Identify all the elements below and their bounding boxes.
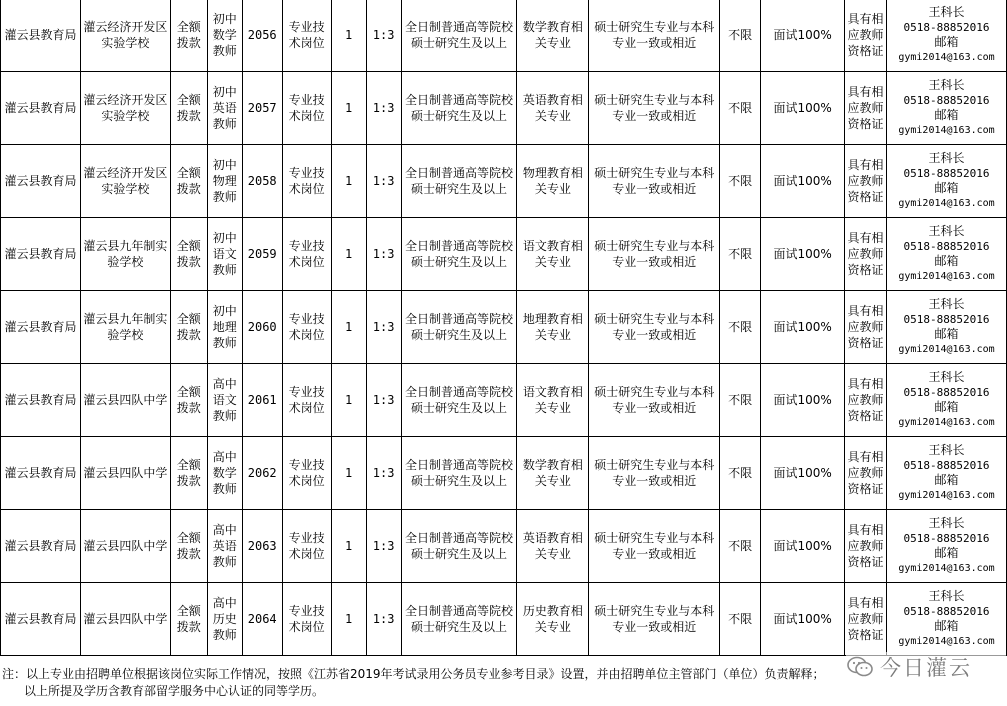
education-cell: 全日制普通高等院校硕士研究生及以上: [401, 0, 517, 72]
exam-cell: 面试100%: [761, 145, 845, 218]
other-requirement-cell: 硕士研究生专业与本科专业一致或相近: [589, 72, 720, 145]
contact-name: 王科长: [928, 370, 965, 384]
remark-cell: 具有相应教师资格证: [845, 291, 887, 364]
category-cell: 专业技术岗位: [282, 72, 331, 145]
contact-name: 王科长: [928, 443, 965, 457]
contact-email: gymi2014@163.com: [898, 125, 995, 136]
position-cell: 初中数学教师: [207, 0, 242, 72]
funding-cell: 全额拨款: [170, 437, 207, 510]
table-row: [1, 0, 1007, 72]
table-row: [1, 145, 1007, 218]
major-cell: 数学教育相关专业: [517, 0, 589, 72]
contact-cell: [887, 145, 1007, 218]
other-requirement-cell: 硕士研究生专业与本科专业一致或相近: [589, 437, 720, 510]
funding-cell: 全额拨款: [170, 291, 207, 364]
contact-cell: [887, 364, 1007, 437]
code-cell: 2060: [242, 291, 282, 364]
table-row: [1, 510, 1007, 583]
contact-name: 王科长: [928, 151, 965, 165]
education-cell: 全日制普通高等院校硕士研究生及以上: [401, 583, 517, 656]
contact-mail-label: 邮箱: [934, 181, 959, 195]
table-row: [1, 72, 1007, 145]
other-requirement-cell: 硕士研究生专业与本科专业一致或相近: [589, 145, 720, 218]
count-cell: 1: [331, 291, 366, 364]
limit-cell: 不限: [720, 72, 761, 145]
limit-cell: 不限: [720, 291, 761, 364]
contact-phone: 0518-88852016: [903, 167, 990, 180]
dept-cell: 灌云县教育局: [1, 0, 81, 72]
exam-cell: 面试100%: [761, 0, 845, 72]
contact-phone: 0518-88852016: [903, 532, 990, 545]
major-cell: 语文教育相关专业: [517, 218, 589, 291]
remark-cell: 具有相应教师资格证: [845, 364, 887, 437]
contact-name: 王科长: [928, 589, 965, 603]
contact-email: gymi2014@163.com: [898, 198, 995, 209]
dept-cell: 灌云县教育局: [1, 291, 81, 364]
unit-cell: 灌云县九年制实验学校: [80, 291, 170, 364]
remark-cell: 具有相应教师资格证: [845, 218, 887, 291]
contact-name: 王科长: [928, 297, 965, 311]
remark-cell: 具有相应教师资格证: [845, 510, 887, 583]
limit-cell: 不限: [720, 0, 761, 72]
code-cell: 2057: [242, 72, 282, 145]
code-cell: 2058: [242, 145, 282, 218]
table-row: [1, 291, 1007, 364]
education-cell: 全日制普通高等院校硕士研究生及以上: [401, 72, 517, 145]
funding-cell: 全额拨款: [170, 583, 207, 656]
position-cell: 高中英语教师: [207, 510, 242, 583]
remark-cell: 具有相应教师资格证: [845, 145, 887, 218]
code-cell: 2063: [242, 510, 282, 583]
position-cell: 高中语文教师: [207, 364, 242, 437]
unit-cell: 灌云县四队中学: [80, 510, 170, 583]
ratio-cell: 1:3: [366, 583, 401, 656]
position-cell: 初中语文教师: [207, 218, 242, 291]
watermark: [846, 652, 1006, 682]
count-cell: 1: [331, 218, 366, 291]
unit-cell: 灌云县四队中学: [80, 437, 170, 510]
contact-mail-label: 邮箱: [934, 546, 959, 560]
count-cell: 1: [331, 583, 366, 656]
contact-mail-label: 邮箱: [934, 254, 959, 268]
contact-cell: [887, 72, 1007, 145]
contact-email: gymi2014@163.com: [898, 490, 995, 501]
remark-cell: 具有相应教师资格证: [845, 583, 887, 656]
ratio-cell: 1:3: [366, 437, 401, 510]
education-cell: 全日制普通高等院校硕士研究生及以上: [401, 437, 517, 510]
unit-cell: 灌云县四队中学: [80, 364, 170, 437]
dept-cell: 灌云县教育局: [1, 437, 81, 510]
category-cell: 专业技术岗位: [282, 145, 331, 218]
major-cell: 英语教育相关专业: [517, 72, 589, 145]
exam-cell: 面试100%: [761, 364, 845, 437]
funding-cell: 全额拨款: [170, 510, 207, 583]
contact-cell: [887, 583, 1007, 656]
remark-cell: 具有相应教师资格证: [845, 0, 887, 72]
category-cell: 专业技术岗位: [282, 364, 331, 437]
count-cell: 1: [331, 145, 366, 218]
category-cell: 专业技术岗位: [282, 291, 331, 364]
funding-cell: 全额拨款: [170, 0, 207, 72]
position-cell: 高中数学教师: [207, 437, 242, 510]
contact-mail-label: 邮箱: [934, 35, 959, 49]
code-cell: 2062: [242, 437, 282, 510]
position-cell: 初中地理教师: [207, 291, 242, 364]
contact-phone: 0518-88852016: [903, 21, 990, 34]
contact-cell: [887, 218, 1007, 291]
dept-cell: 灌云县教育局: [1, 583, 81, 656]
table-row: [1, 437, 1007, 510]
other-requirement-cell: 硕士研究生专业与本科专业一致或相近: [589, 291, 720, 364]
footnote-line-1: 注：以上专业由招聘单位根据该岗位实际工作情况，按照《江苏省2019年考试录用公务员专业参考目录》设置，并由招聘单位主管部门（单位）负责解释；: [2, 667, 825, 681]
ratio-cell: 1:3: [366, 510, 401, 583]
major-cell: 历史教育相关专业: [517, 583, 589, 656]
funding-cell: 全额拨款: [170, 364, 207, 437]
ratio-cell: 1:3: [366, 145, 401, 218]
watermark-text: 今日灌云: [880, 656, 972, 680]
funding-cell: 全额拨款: [170, 218, 207, 291]
code-cell: 2064: [242, 583, 282, 656]
position-cell: 初中物理教师: [207, 145, 242, 218]
remark-cell: 具有相应教师资格证: [845, 72, 887, 145]
unit-cell: 灌云经济开发区实验学校: [80, 145, 170, 218]
exam-cell: 面试100%: [761, 218, 845, 291]
category-cell: 专业技术岗位: [282, 510, 331, 583]
major-cell: 数学教育相关专业: [517, 437, 589, 510]
contact-cell: [887, 291, 1007, 364]
contact-email: gymi2014@163.com: [898, 417, 995, 428]
contact-mail-label: 邮箱: [934, 327, 959, 341]
limit-cell: 不限: [720, 364, 761, 437]
contact-name: 王科长: [928, 5, 965, 19]
education-cell: 全日制普通高等院校硕士研究生及以上: [401, 218, 517, 291]
table-row: [1, 583, 1007, 656]
exam-cell: 面试100%: [761, 583, 845, 656]
funding-cell: 全额拨款: [170, 145, 207, 218]
contact-phone: 0518-88852016: [903, 605, 990, 618]
ratio-cell: 1:3: [366, 0, 401, 72]
education-cell: 全日制普通高等院校硕士研究生及以上: [401, 510, 517, 583]
other-requirement-cell: 硕士研究生专业与本科专业一致或相近: [589, 510, 720, 583]
dept-cell: 灌云县教育局: [1, 510, 81, 583]
major-cell: 英语教育相关专业: [517, 510, 589, 583]
contact-cell: [887, 510, 1007, 583]
remark-cell: 具有相应教师资格证: [845, 437, 887, 510]
contact-phone: 0518-88852016: [903, 459, 990, 472]
contact-email: gymi2014@163.com: [898, 344, 995, 355]
ratio-cell: 1:3: [366, 364, 401, 437]
contact-phone: 0518-88852016: [903, 386, 990, 399]
category-cell: 专业技术岗位: [282, 0, 331, 72]
other-requirement-cell: 硕士研究生专业与本科专业一致或相近: [589, 0, 720, 72]
other-requirement-cell: 硕士研究生专业与本科专业一致或相近: [589, 218, 720, 291]
contact-mail-label: 邮箱: [934, 619, 959, 633]
dept-cell: 灌云县教育局: [1, 145, 81, 218]
contact-email: gymi2014@163.com: [898, 563, 995, 574]
exam-cell: 面试100%: [761, 510, 845, 583]
code-cell: 2059: [242, 218, 282, 291]
contact-name: 王科长: [928, 78, 965, 92]
count-cell: 1: [331, 364, 366, 437]
other-requirement-cell: 硕士研究生专业与本科专业一致或相近: [589, 583, 720, 656]
ratio-cell: 1:3: [366, 291, 401, 364]
code-cell: 2061: [242, 364, 282, 437]
unit-cell: 灌云经济开发区实验学校: [80, 72, 170, 145]
exam-cell: 面试100%: [761, 72, 845, 145]
contact-name: 王科长: [928, 224, 965, 238]
category-cell: 专业技术岗位: [282, 583, 331, 656]
table-row: [1, 218, 1007, 291]
table-row: [1, 364, 1007, 437]
education-cell: 全日制普通高等院校硕士研究生及以上: [401, 291, 517, 364]
position-cell: 初中英语教师: [207, 72, 242, 145]
table-body: [1, 0, 1007, 656]
limit-cell: 不限: [720, 510, 761, 583]
position-cell: 高中历史教师: [207, 583, 242, 656]
exam-cell: 面试100%: [761, 437, 845, 510]
contact-mail-label: 邮箱: [934, 400, 959, 414]
dept-cell: 灌云县教育局: [1, 218, 81, 291]
ratio-cell: 1:3: [366, 72, 401, 145]
exam-cell: 面试100%: [761, 291, 845, 364]
ratio-cell: 1:3: [366, 218, 401, 291]
major-cell: 物理教育相关专业: [517, 145, 589, 218]
education-cell: 全日制普通高等院校硕士研究生及以上: [401, 364, 517, 437]
contact-email: gymi2014@163.com: [898, 52, 995, 63]
funding-cell: 全额拨款: [170, 72, 207, 145]
contact-name: 王科长: [928, 516, 965, 530]
contact-email: gymi2014@163.com: [898, 271, 995, 282]
education-cell: 全日制普通高等院校硕士研究生及以上: [401, 145, 517, 218]
footnote-line-2: 以上所提及学历含教育部留学服务中心认证的同等学历。: [24, 684, 325, 698]
count-cell: 1: [331, 0, 366, 72]
other-requirement-cell: 硕士研究生专业与本科专业一致或相近: [589, 364, 720, 437]
contact-phone: 0518-88852016: [903, 240, 990, 253]
contact-cell: [887, 437, 1007, 510]
category-cell: 专业技术岗位: [282, 437, 331, 510]
contact-mail-label: 邮箱: [934, 473, 959, 487]
count-cell: 1: [331, 437, 366, 510]
limit-cell: 不限: [720, 145, 761, 218]
category-cell: 专业技术岗位: [282, 218, 331, 291]
contact-phone: 0518-88852016: [903, 313, 990, 326]
dept-cell: 灌云县教育局: [1, 72, 81, 145]
unit-cell: 灌云县九年制实验学校: [80, 218, 170, 291]
contact-phone: 0518-88852016: [903, 94, 990, 107]
code-cell: 2056: [242, 0, 282, 72]
major-cell: 地理教育相关专业: [517, 291, 589, 364]
unit-cell: 灌云县四队中学: [80, 583, 170, 656]
unit-cell: 灌云经济开发区实验学校: [80, 0, 170, 72]
limit-cell: 不限: [720, 218, 761, 291]
limit-cell: 不限: [720, 437, 761, 510]
contact-email: gymi2014@163.com: [898, 636, 995, 647]
contact-cell: [887, 0, 1007, 72]
footnote: [2, 666, 825, 700]
dept-cell: 灌云县教育局: [1, 364, 81, 437]
wechat-icon: [846, 655, 874, 679]
limit-cell: 不限: [720, 583, 761, 656]
major-cell: 语文教育相关专业: [517, 364, 589, 437]
count-cell: 1: [331, 510, 366, 583]
count-cell: 1: [331, 72, 366, 145]
contact-mail-label: 邮箱: [934, 108, 959, 122]
